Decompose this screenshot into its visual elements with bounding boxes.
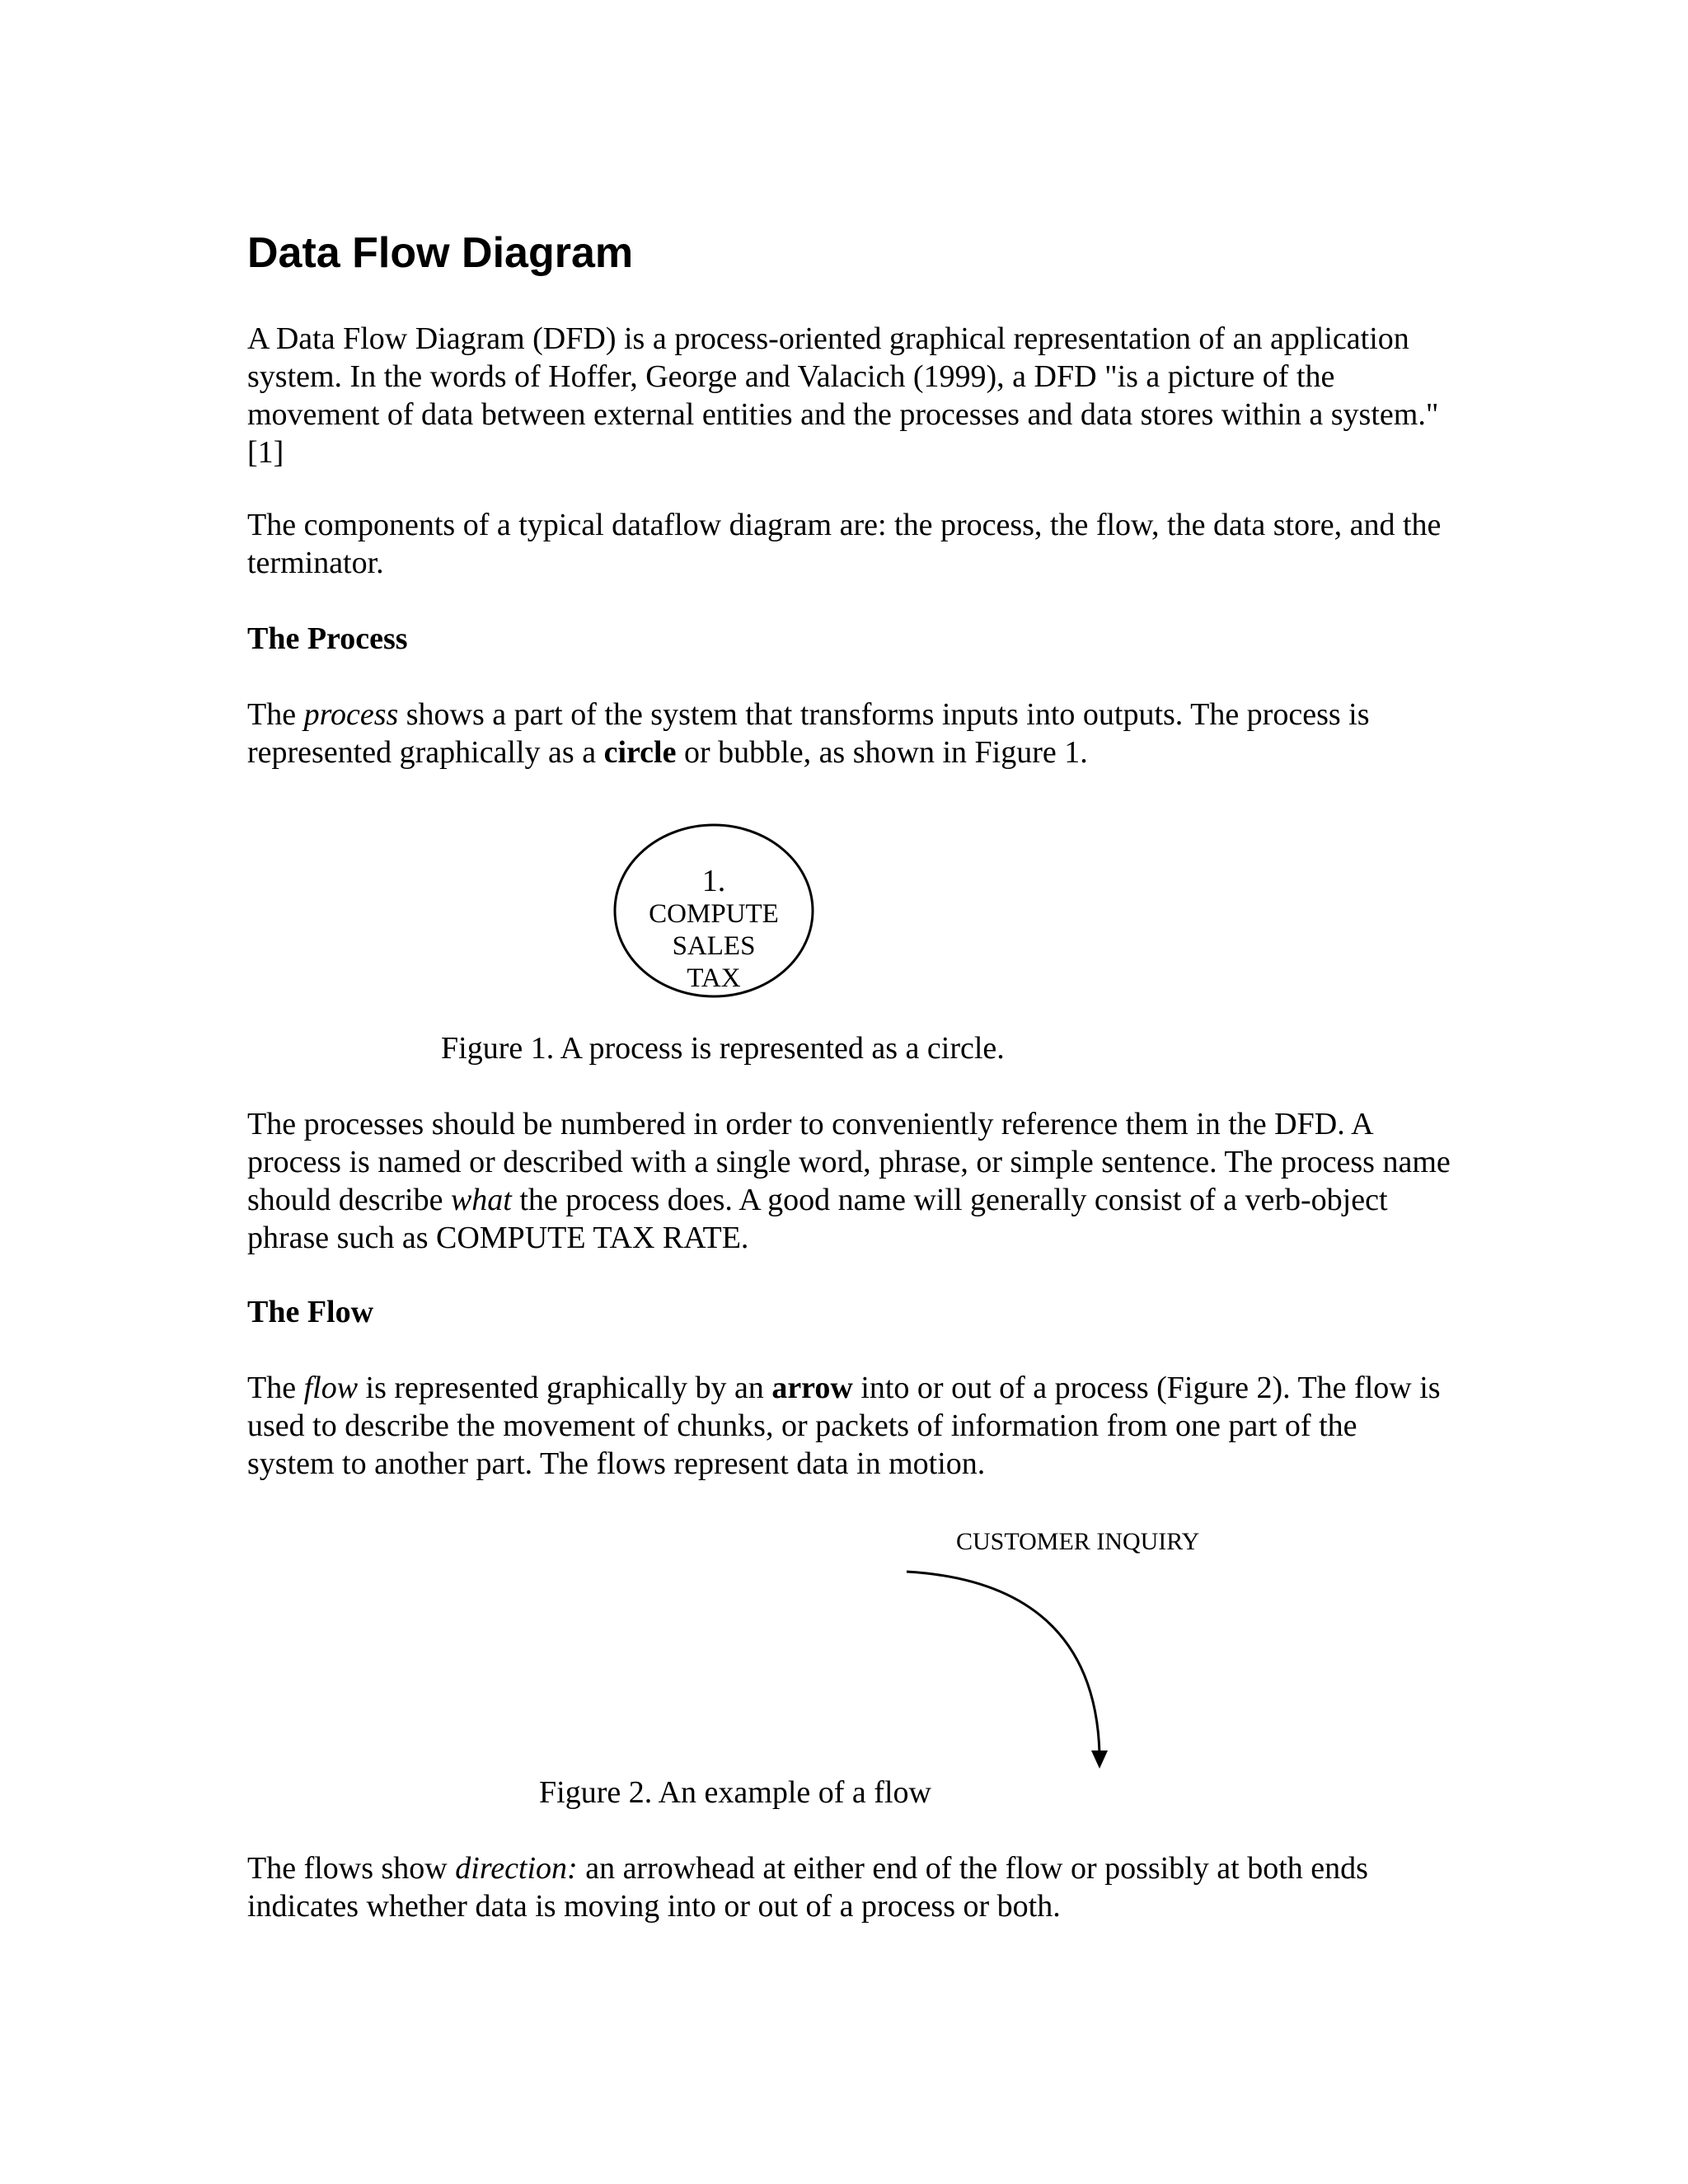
- flow-p1-text-3: into or out of a process (Figure 2). The flow is used to describe the movement of chunks, or packets of information from one part of the system to another part. The flows represent data in motion.: [247, 1371, 1441, 1481]
- process-p2-emphasis: what: [450, 1183, 512, 1217]
- process-heading: The Process: [247, 621, 408, 656]
- flow-heading: The Flow: [247, 1295, 374, 1329]
- process-p1-text-3: or bubble, as shown in Figure 1.: [676, 735, 1088, 770]
- flow-paragraph-1: [247, 1369, 1451, 1483]
- flow-p2-text-2: an arrowhead at either end of the flow or possibly at both ends indicates whether data is moving into or out of a process or both.: [247, 1851, 1368, 1924]
- process-paragraph-2: [247, 1105, 1451, 1257]
- flow-paragraph-2: [247, 1849, 1451, 1925]
- page-title: Data Flow Diagram: [247, 229, 634, 277]
- figure-2-caption: Figure 2. An example of a flow: [539, 1775, 931, 1810]
- process-p2-text-1: The processes should be numbered in order to conveniently reference them in the DFD. A process is named or described with a single word, phrase, or simple sentence. The process name should describe: [247, 1107, 1451, 1217]
- process-p2-text-2: the process does. A good name will generally consist of a verb-object phrase such as COMPUTE TAX RATE.: [247, 1183, 1388, 1255]
- flow-label: CUSTOMER INQUIRY: [956, 1528, 1200, 1555]
- flow-arrow-line: [907, 1572, 1100, 1754]
- process-p1-text-1: The: [247, 697, 304, 732]
- process-p1-text-2: shows a part of the system that transforms inputs into outputs. The process is represented graphically as a: [247, 697, 1370, 770]
- flow-p2-emphasis: direction:: [455, 1851, 578, 1886]
- process-number: 1.: [701, 864, 726, 898]
- process-p1-emphasis: process: [303, 697, 399, 732]
- flow-p1-text-2: is represented graphically by an: [358, 1371, 772, 1405]
- process-p1-strong: circle: [603, 735, 677, 770]
- figure-1-caption: Figure 1. A process is represented as a circle.: [441, 1031, 1005, 1066]
- process-label-line-3: TAX: [687, 963, 741, 993]
- process-paragraph-1: [247, 696, 1451, 771]
- flow-p1-emphasis: flow: [303, 1371, 359, 1405]
- process-label-line-2: SALES: [672, 931, 756, 961]
- intro-paragraph-1: A Data Flow Diagram (DFD) is a process-oriented graphical representation of an application system. In the words of Hoffer, George and Valacich (1999), a DFD "is a picture of the movement of data between external entities and the processes and data stores within a system." [1]: [247, 321, 1439, 470]
- flow-p2-text-1: The flows show: [247, 1851, 456, 1886]
- arrowhead-icon: [1091, 1750, 1108, 1769]
- intro-paragraph-2: The components of a typical dataflow diagram are: the process, the flow, the data store, and the terminator.: [247, 508, 1442, 580]
- flow-p1-text-1: The: [247, 1371, 304, 1405]
- figure-1-process-circle: [602, 820, 832, 1010]
- figure-2-flow-arrow: [890, 1516, 1236, 1780]
- process-label-line-1: COMPUTE: [649, 899, 779, 929]
- flow-p1-strong: arrow: [771, 1371, 853, 1405]
